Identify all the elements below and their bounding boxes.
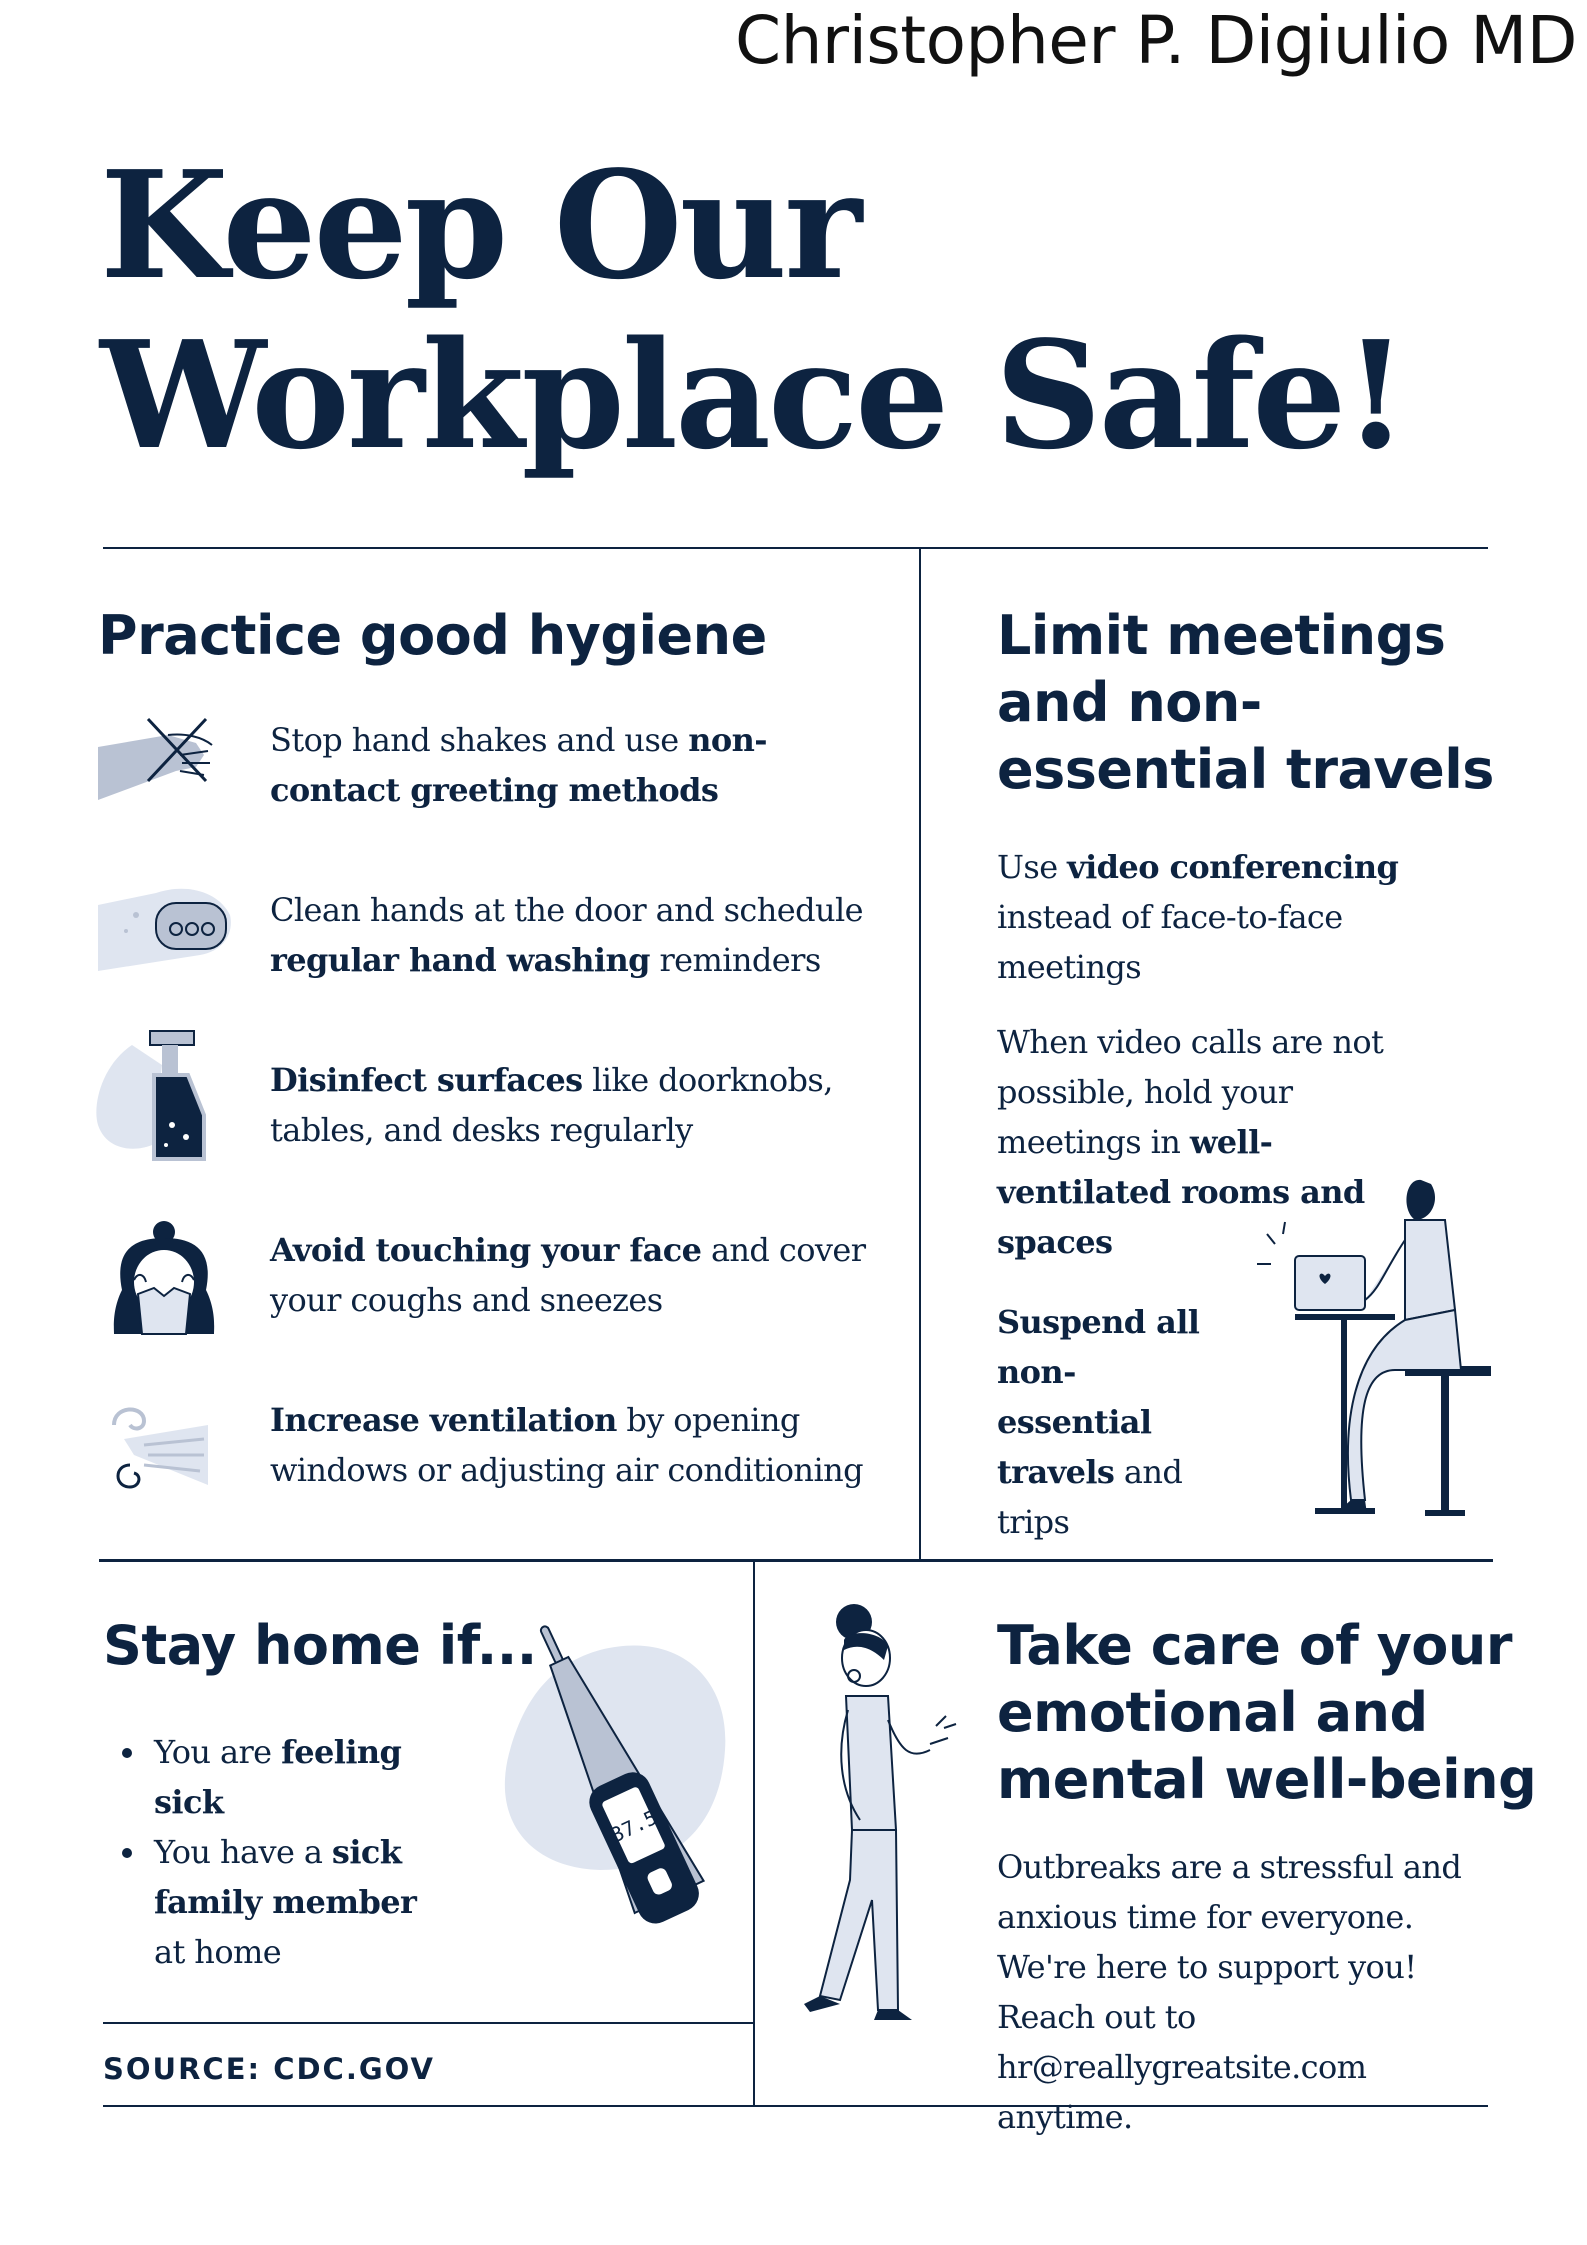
stay-home-list (122, 1727, 452, 1977)
hygiene-item-2: Clean hands at the door and schedule regular hand washing reminders (270, 891, 863, 979)
air-flow-icon (104, 1395, 214, 1495)
meetings-paragraph-1: Use video conferencing instead of face-to-face meetings (997, 848, 1399, 986)
title-line-1: Keep Our (100, 138, 860, 312)
vertical-divider-bottom (753, 1561, 755, 2107)
vertical-divider-top (919, 547, 921, 1562)
list-item: You have a sick family member at home (122, 1827, 452, 1977)
hygiene-item-4: Avoid touching your face and cover your coughs and sneezes (270, 1231, 866, 1319)
hygiene-item-1: Stop hand shakes and use non-contact greeting methods (270, 721, 767, 809)
spray-bottle-icon (92, 1025, 222, 1165)
thermometer-illustration (480, 1610, 740, 1930)
hygiene-item-3: Disinfect surfaces like doorknobs, tables, and desks regularly (270, 1061, 833, 1149)
thermometer-reading: 37.5 (607, 1805, 661, 1848)
source-rule (103, 2022, 754, 2024)
woman-with-phone-illustration (800, 1600, 980, 2030)
hand-washing-icon (96, 875, 236, 975)
page-title (100, 140, 1405, 480)
author-name: Christopher P. Digiulio MD (735, 2, 1577, 79)
meetings-heading: Limit meetings and non- essential travels (997, 604, 1494, 801)
meetings-paragraph-2: When video calls are not possible, hold your meetings in well-ventilated rooms and spaces (997, 1023, 1384, 1261)
no-handshake-icon (96, 715, 221, 805)
hygiene-heading: Practice good hygiene (98, 604, 767, 667)
covering-face-icon (104, 1220, 224, 1335)
stay-home-heading: Stay home if... (103, 1614, 537, 1677)
list-item: You are feeling sick (122, 1727, 452, 1827)
top-rule (103, 547, 1488, 549)
hygiene-item-5: Increase ventilation by opening windows or adjusting air conditioning (270, 1401, 863, 1489)
middle-rule (99, 1559, 1493, 1562)
meetings-paragraph-3: Suspend all non-essential travels and trips (997, 1303, 1200, 1541)
wellbeing-body: Outbreaks are a stressful and anxious time for everyone. We're here to support you! Reach out to hr@reallygreatsite.com anytime. (997, 1848, 1462, 2136)
title-line-2: Workplace Safe! (100, 308, 1406, 482)
wellbeing-heading: Take care of your emotional and mental well-being (997, 1614, 1537, 1811)
source-note: SOURCE: CDC.GOV (103, 2052, 435, 2086)
woman-on-laptop-illustration (1255, 1170, 1495, 1530)
